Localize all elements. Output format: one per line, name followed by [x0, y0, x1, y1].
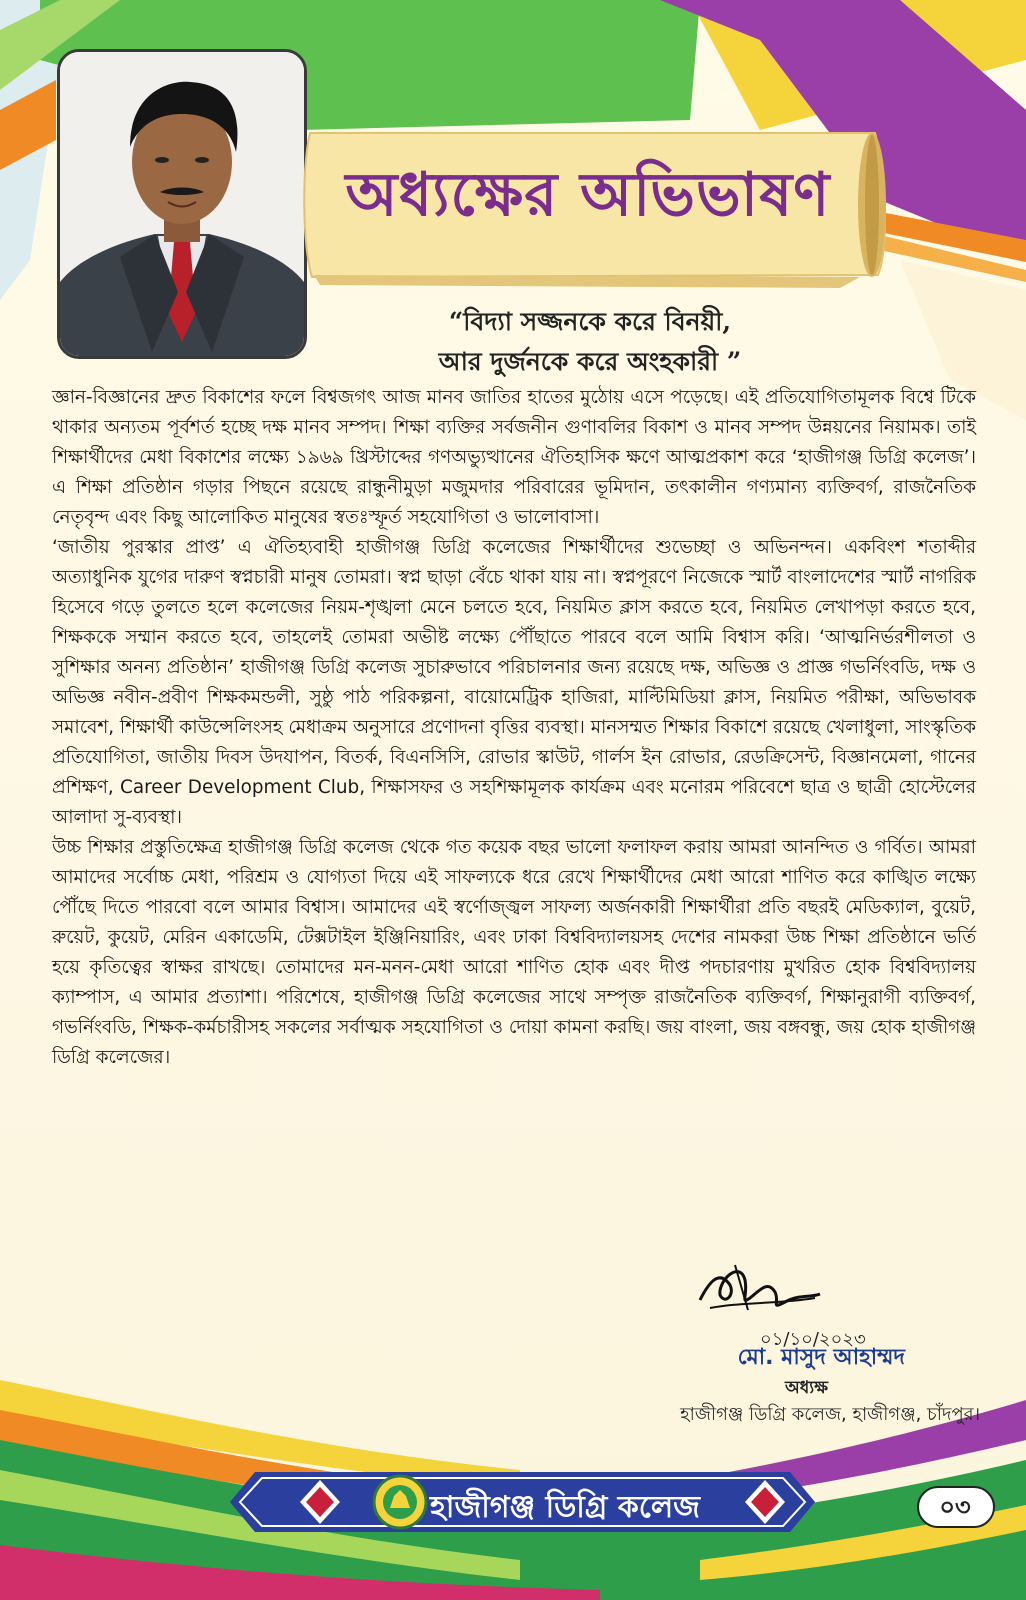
quote-line-2: আর দুর্জনকে করে অংহকারী ” [438, 347, 742, 376]
page-number: ০৩ [939, 1493, 971, 1521]
body-text [52, 383, 976, 1073]
signatory-name: মো. মাসুদ আহাম্মদ [737, 1345, 905, 1370]
signature-mark [690, 1250, 830, 1330]
signatory-organization: হাজীগঞ্জ ডিগ্রি কলেজ, হাজীগঞ্জ, চাঁদপুর। [680, 1404, 980, 1425]
body-paragraph-3: উচ্চ শিক্ষার প্রস্তুতিক্ষেত্র হাজীগঞ্জ ডিগ্রি কলেজ থেকে গত কয়েক বছর ভালো ফলাফল করায় আমরা আনন্দিত ও গর্বিত। আমরা আমাদের সর্বোচ্চ মেধা, পরিশ্রম ও যোগ্যতা দিয়ে এই সাফল্যকে ধরে রেখে শিক্ষার্থীদের মেধা আরো শাণিত করে কাঙ্খিত লক্ষ্যে পৌঁছে দিতে পারবো বলে আমার বিশ্বাস। আমাদের এই স্বর্ণোজ্জ্বল সাফল্য অর্জনকারী শিক্ষার্থীরা প্রতি বছরই মেডিক্যাল, বুয়েট, রুয়েট, কুয়েট, মেরিন একাডেমি, টেক্সটাইল ইঞ্জিনিয়ারিং, এবং ঢাকা বিশ্ববিদ্যালয়সহ দেশের নামকরা উচ্চ শিক্ষা প্রতিষ্ঠানে ভর্তি হয়ে কৃতিত্বের স্বাক্ষর রাখছে। তোমাদের মন-মনন-মেধা আরো শাণিত হোক এবং দীপ্ত পদচারণায় মুখরিত হোক বিশ্ববিদ্যালয় ক্যাম্পাস, এ আমার প্রত্যাশা। পরিশেষে, হাজীগঞ্জ ডিগ্রি কলেজের সাথে সম্পৃক্ত রাজনৈতিক ব্যক্তিবর্গ, শিক্ষানুরাগী ব্যক্তিবর্গ, গভর্নিংবডি, শিক্ষক-কর্মচারীসহ সকলের সর্বাত্মক সহযোগিতা ও দোয়া কামনা করছি। জয় বাংলা, জয় বঙ্গবন্ধু, জয় হোক হাজীগঞ্জ ডিগ্রি কলেজের। [52, 837, 976, 1068]
body-paragraph-1: জ্ঞান-বিজ্ঞানের দ্রুত বিকাশের ফলে বিশ্বজগৎ আজ মানব জাতির হাতের মুঠোয় এসে পড়েছে। এই প্রতিযোগিতামূলক বিশ্বে টিকে থাকার অন্যতম পূর্বশর্ত হচ্ছে দক্ষ মানব সম্পদ। শিক্ষা ব্যক্তির সর্বজনীন গুণাবলির বিকাশ ও মানব সম্পদ উন্নয়নের নিয়ামক। তাই শিক্ষার্থীদের মেধা বিকাশের লক্ষ্যে ১৯৬৯ খ্রিস্টাব্দের গণঅভ্যুত্থানের ঐতিহাসিক ক্ষণে আত্মপ্রকাশ করে ‘হাজীগঞ্জ ডিগ্রি কলেজ’। এ শিক্ষা প্রতিষ্ঠান গড়ার পিছনে রয়েছে রান্ধুনীমুড়া মজুমদার পরিবারের ভূমিদান, তৎকালীন গণ্যমান্য ব্যক্তিবর্গ, রাজনৈতিক নেতৃবৃন্দ এবং কিছু আলোকিত মানুষের স্বতঃস্ফূর্ত সহযোগিতা ও ভালোবাসা। [52, 387, 976, 528]
principal-photo [57, 49, 307, 359]
footer-college-name: হাজীগঞ্জ ডিগ্রি কলেজ [430, 1490, 701, 1525]
signatory-title: অধ্যক্ষ [785, 1378, 828, 1398]
footer-bar [0, 1460, 1026, 1600]
quote-line-1: “বিদ্যা সজ্জনকে করে বিনয়ী, [448, 307, 732, 336]
page-heading: অধ্যক্ষের অভিভাষণ [345, 160, 831, 230]
signature-date: ০১/১০/২০২৩ [760, 1329, 866, 1350]
college-emblem-icon [374, 1476, 426, 1528]
quote [330, 302, 850, 382]
body-paragraph-2: ‘জাতীয় পুরস্কার প্রাপ্ত’ এ ঐতিহ্যবাহী হাজীগঞ্জ ডিগ্রি কলেজের শিক্ষার্থীদের শুভেচ্ছা ও অভিনন্দন। একবিংশ শতাব্দীর অত্যাধুনিক যুগের দারুণ স্বপ্নচারী মানুষ তোমরা। স্বপ্ন ছাড়া বেঁচে থাকা যায় না। স্বপ্নপূরণে নিজেকে স্মার্ট বাংলাদেশের স্মার্ট নাগরিক হিসেবে গড়ে তুলতে হলে কলেজের নিয়ম-শৃঙ্খলা মেনে চলতে হবে, নিয়মিত ক্লাস করতে হবে, নিয়মিত লেখাপড়া করতে হবে, শিক্ষককে সম্মান করতে হবে, তাহলেই তোমরা অভীষ্ট লক্ষ্যে পৌঁছাতে পারবে বলে আমি বিশ্বাস করি। ‘আত্মনির্ভরশীলতা ও সুশিক্ষার অনন্য প্রতিষ্ঠান’ হাজীগঞ্জ ডিগ্রি কলেজ সুচারুভাবে পরিচালনার জন্য রয়েছে দক্ষ, অভিজ্ঞ ও প্রাজ্ঞ গভর্নিংবডি, দক্ষ ও অভিজ্ঞ নবীন-প্রবীণ শিক্ষকমন্ডলী, সুষ্ঠু পাঠ পরিকল্পনা, বায়োমেট্রিক হাজিরা, মাল্টিমিডিয়া ক্লাস, নিয়মিত পরীক্ষা, অভিভাবক সমাবেশ, শিক্ষার্থী কাউন্সেলিংসহ মেধাক্রম অনুসারে প্রণোদনা বৃত্তির ব্যবস্থা। মানসম্মত শিক্ষার বিকাশে রয়েছে খেলাধুলা, সাংস্কৃতিক প্রতিযোগিতা, জাতীয় দিবস উদযাপন, বিতর্ক, বিএনসিসি, রোভার স্কাউট, গার্লস ইন রোভার, রেডক্রিসেন্ট, বিজ্ঞানমেলা, গানের প্রশিক্ষণ, Career Development Club, শিক্ষাসফর ও সহশিক্ষামূলক কার্যক্রম এবং মনোরম পরিবেশে ছাত্র ও ছাত্রী হোস্টেলের আলাদা সু-ব্যবস্থা। [52, 537, 976, 828]
